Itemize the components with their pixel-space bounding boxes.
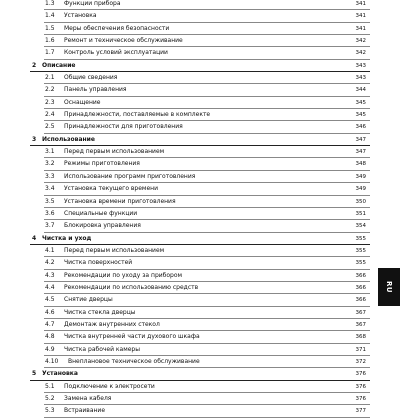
toc-entry-title: Рекомендации по уходу за прибором <box>64 271 183 279</box>
toc-entry-num: 4.7 <box>45 320 55 328</box>
toc-entry-page: 342 <box>355 50 366 57</box>
toc-entry-title: Контроль условий эксплуатации <box>64 49 168 57</box>
toc-entry-num: 1.4 <box>45 12 55 20</box>
toc-entry-num: 2 <box>32 61 37 69</box>
toc-entry-title: Блокировка управления <box>64 222 141 230</box>
toc-entry-row[interactable] <box>30 405 370 417</box>
toc-entry-row[interactable] <box>30 10 370 22</box>
toc-entry-row[interactable] <box>30 183 370 195</box>
toc-entry-title: Описание <box>42 61 76 69</box>
toc-entry-row[interactable] <box>30 23 370 35</box>
toc-entry-row[interactable] <box>30 294 370 306</box>
toc-entry-page: 355 <box>355 247 366 254</box>
toc-entry-num: 3.5 <box>45 197 55 205</box>
toc-entry-page: 376 <box>355 396 366 402</box>
toc-entry-page: 367 <box>355 321 366 328</box>
toc-entry-num: 4.4 <box>45 283 55 291</box>
toc-entry-row[interactable] <box>30 381 370 393</box>
toc-section-row[interactable] <box>30 134 370 146</box>
toc-entry-row[interactable] <box>30 171 370 183</box>
toc-entry-title: Чистка стекла дверцы <box>64 308 136 316</box>
toc-entry-row[interactable] <box>30 47 370 59</box>
toc-entry-row[interactable] <box>30 196 370 208</box>
toc-entry-page: 343 <box>355 75 366 82</box>
toc-entry-row[interactable] <box>30 121 370 133</box>
toc-entry-row[interactable] <box>30 319 370 331</box>
toc-entry-num: 4 <box>32 234 37 242</box>
toc-entry-title: Использование программ приготовления <box>64 172 196 180</box>
toc-entry-title: Установка времени приготовления <box>64 197 176 205</box>
toc-entry-num: 1.3 <box>45 0 55 7</box>
toc-entry-num: 1.7 <box>45 49 55 57</box>
toc-entry-page: 355 <box>355 260 366 267</box>
toc-section-row[interactable] <box>30 60 370 72</box>
toc-entry-page: 347 <box>355 149 366 156</box>
toc-entry-row[interactable] <box>30 393 370 405</box>
toc-entry-num: 3 <box>32 135 37 143</box>
toc-entry-title: Рекомендации по использованию средств <box>64 283 199 291</box>
toc-entry-row[interactable] <box>30 356 370 368</box>
toc-entry-page: 366 <box>355 297 366 304</box>
toc-entry-title: Использование <box>42 135 95 143</box>
toc-entry-title: Режимы приготовления <box>64 160 140 168</box>
toc-entry-num: 2.3 <box>45 98 55 106</box>
toc-entry-num: 1.5 <box>45 24 55 32</box>
toc-entry-page: 367 <box>355 309 366 316</box>
table-of-contents <box>30 0 370 418</box>
toc-section-row[interactable] <box>30 233 370 245</box>
toc-entry-title: Перед первым использованием <box>64 246 165 254</box>
toc-entry-page: 351 <box>355 210 366 217</box>
toc-entry-title: Перед первым использованием <box>64 148 165 156</box>
toc-entry-page: 346 <box>355 124 366 131</box>
toc-entry-num: 3.3 <box>45 172 55 180</box>
toc-entry-page: 376 <box>355 383 366 390</box>
toc-entry-page: 344 <box>355 87 366 94</box>
toc-entry-title: Установка <box>42 370 78 378</box>
toc-entry-row[interactable] <box>30 109 370 121</box>
toc-entry-page: 345 <box>355 112 366 119</box>
toc-entry-title: Замена кабеля <box>64 395 112 402</box>
toc-entry-num: 4.2 <box>45 259 55 267</box>
toc-entry-row[interactable] <box>30 208 370 220</box>
toc-entry-num: 2.1 <box>45 74 55 82</box>
toc-entry-row[interactable] <box>30 307 370 319</box>
toc-entry-page: 371 <box>355 346 366 353</box>
toc-entry-title: Встраивание <box>64 407 106 415</box>
toc-entry-row[interactable] <box>30 270 370 282</box>
toc-entry-title: Чистка внутренней части духового шкафа <box>64 333 200 341</box>
toc-entry-title: Чистка поверхностей <box>64 259 133 267</box>
toc-entry-row[interactable] <box>30 245 370 257</box>
toc-entry-num: 5.2 <box>45 395 55 402</box>
toc-entry-row[interactable] <box>30 72 370 84</box>
language-tab-label: RU <box>384 280 393 294</box>
toc-entry-row[interactable] <box>30 257 370 269</box>
toc-entry-page: 372 <box>355 358 366 365</box>
toc-entry-row[interactable] <box>30 331 370 343</box>
toc-entry-page: 347 <box>355 136 366 143</box>
toc-entry-title: Установка текущего времени <box>64 185 158 193</box>
toc-entry-page: 366 <box>355 284 366 291</box>
toc-section-row[interactable] <box>30 368 370 380</box>
toc-entry-page: 349 <box>355 173 366 180</box>
toc-entry-num: 4.5 <box>45 296 55 304</box>
toc-entry-title: Оснащение <box>64 98 101 106</box>
toc-entry-row[interactable] <box>30 84 370 96</box>
toc-entry-row[interactable] <box>30 35 370 47</box>
toc-entry-page: 341 <box>355 1 366 7</box>
toc-entry-row[interactable] <box>30 0 370 10</box>
toc-entry-row[interactable] <box>30 97 370 109</box>
toc-entry-num: 2.5 <box>45 123 55 131</box>
toc-entry-num: 3.2 <box>45 160 55 168</box>
toc-entry-title: Меры обеспечения безопасности <box>64 24 170 32</box>
toc-entry-page: 350 <box>355 198 366 205</box>
toc-entry-page: 341 <box>355 25 366 32</box>
toc-entry-num: 1.6 <box>45 37 55 45</box>
toc-entry-title: Демонтаж внутренних стекол <box>64 320 160 328</box>
toc-entry-num: 2.4 <box>45 111 55 119</box>
toc-entry-page: 345 <box>355 99 366 106</box>
toc-entry-num: 4.8 <box>45 333 55 341</box>
toc-entry-row[interactable] <box>30 282 370 294</box>
toc-entry-row[interactable] <box>30 344 370 356</box>
toc-entry-title: Ремонт и техническое обслуживание <box>64 37 183 45</box>
toc-entry-title: Установка <box>64 12 97 20</box>
toc-entry-title: Принадлежности для приготовления <box>64 123 183 131</box>
toc-entry-num: 5.3 <box>45 407 55 415</box>
toc-entry-num: 3.7 <box>45 222 55 230</box>
toc-entry-title: Панель управления <box>64 86 127 94</box>
toc-entry-num: 3.4 <box>45 185 55 193</box>
toc-entry-title: Чистка и уход <box>42 234 92 242</box>
toc-entry-row[interactable] <box>30 220 370 232</box>
toc-entry-title: Принадлежности, поставляемые в комплекте <box>64 111 211 119</box>
toc-entry-page: 354 <box>355 223 366 230</box>
toc-entry-num: 3.1 <box>45 148 55 156</box>
language-tab <box>378 268 400 306</box>
toc-entry-row[interactable] <box>30 158 370 170</box>
toc-entry-page: 368 <box>355 334 366 341</box>
toc-entry-num: 4.9 <box>45 345 55 353</box>
toc-entry-page: 349 <box>355 186 366 193</box>
toc-entry-title: Внеплановое техническое обслуживание <box>68 357 200 365</box>
toc-entry-page: 348 <box>355 161 366 168</box>
toc-entry-num: 3.6 <box>45 209 55 217</box>
toc-entry-row[interactable] <box>30 146 370 158</box>
toc-entry-page: 376 <box>355 371 366 378</box>
toc-entry-title: Чистка рабочей камеры <box>64 345 140 353</box>
toc-entry-num: 4.1 <box>45 246 55 254</box>
toc-entry-num: 4.3 <box>45 271 55 279</box>
toc-entry-page: 343 <box>355 62 366 69</box>
toc-entry-title: Специальные функции <box>64 209 138 217</box>
toc-entry-page: 377 <box>355 408 366 415</box>
toc-entry-page: 342 <box>355 38 366 45</box>
toc-entry-num: 5 <box>32 370 37 378</box>
toc-entry-page: 366 <box>355 272 366 279</box>
toc-entry-title: Общие сведения <box>64 74 118 82</box>
toc-entry-page: 341 <box>355 13 366 20</box>
toc-entry-title: Снятие дверцы <box>64 296 113 304</box>
toc-entry-num: 4.6 <box>45 308 55 316</box>
toc-entry-page: 355 <box>355 235 366 242</box>
toc-entry-num: 5.1 <box>45 382 55 390</box>
toc-entry-title: Подключение к электросети <box>64 382 155 390</box>
toc-entry-title: Функции прибора <box>64 0 121 7</box>
toc-entry-num: 2.2 <box>45 86 55 94</box>
toc-entry-num: 4.10 <box>45 357 59 365</box>
